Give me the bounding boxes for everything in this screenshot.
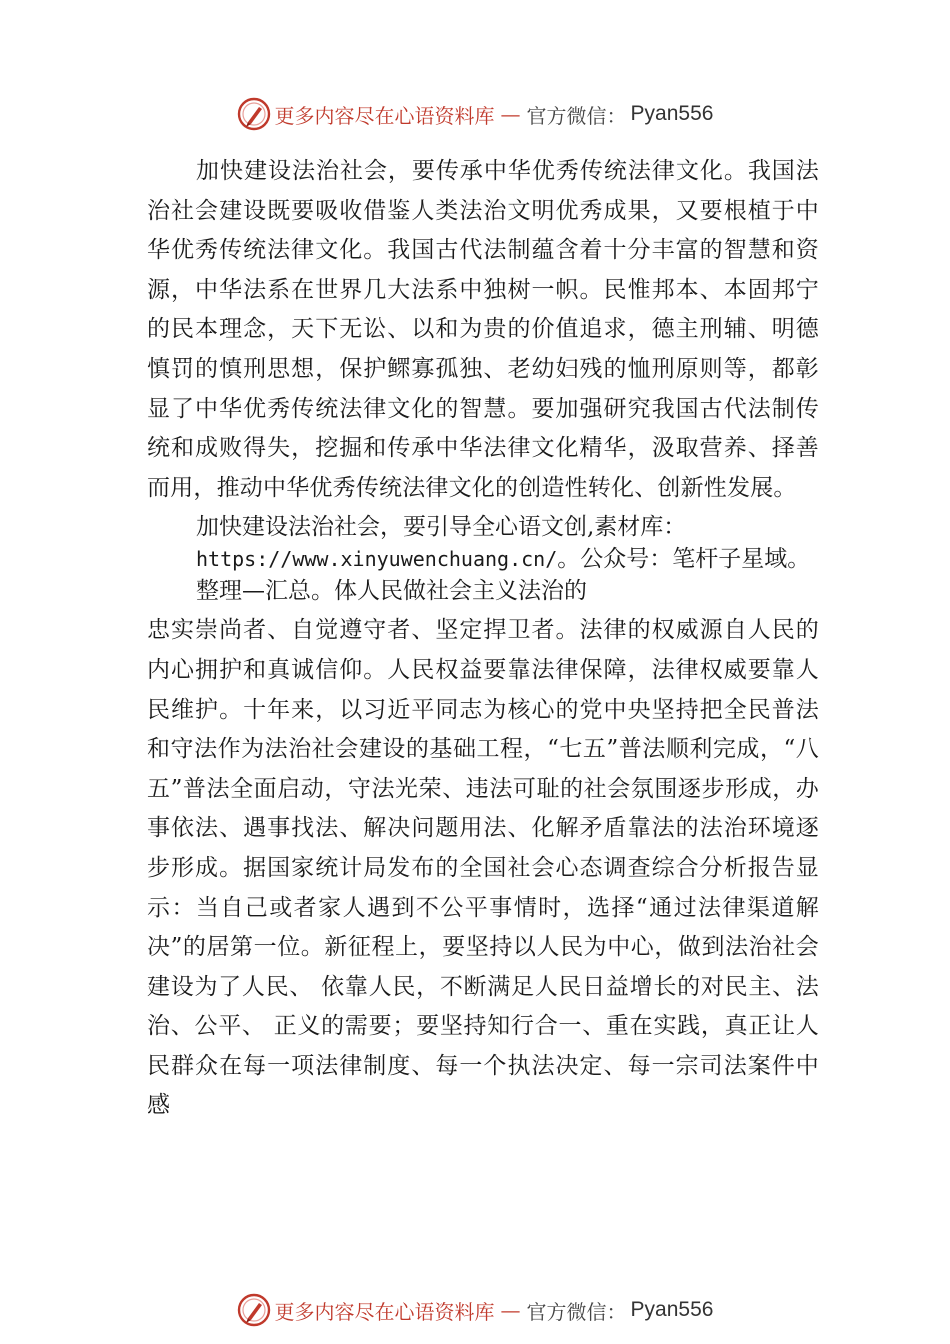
paragraph-2 bbox=[196, 508, 816, 611]
footer-separator: — bbox=[500, 1298, 521, 1322]
pen-logo-icon bbox=[237, 97, 271, 131]
paragraph-2-url-link[interactable]: https://www.xinyuwenchuang.cn/ bbox=[196, 547, 558, 572]
banner-official-label: 官方微信： bbox=[526, 103, 627, 128]
paragraph-2-text-b: 。公众号：笔杆子星域。整理—汇总。体人民做社会主义法治的 bbox=[196, 546, 811, 605]
header-banner bbox=[0, 94, 950, 134]
footer-wechat-handle: Pyan556 bbox=[630, 1298, 714, 1321]
footer-official-label: 官方微信： bbox=[526, 1299, 627, 1324]
banner-brand-text: 更多内容尽在心语资料库 bbox=[274, 103, 495, 128]
banner-wechat-handle: Pyan556 bbox=[630, 102, 714, 125]
footer-banner bbox=[0, 1290, 950, 1330]
pen-logo-icon bbox=[237, 1293, 271, 1327]
footer-brand-text: 更多内容尽在心语资料库 bbox=[274, 1299, 495, 1324]
paragraph-1: 加快建设法治社会，要传承中华优秀传统法律文化。我国法治社会建设既要吸收借鉴人类法治文明优秀成果，又要根植于中华优秀传统法律文化。我国古代法制蕴含着十分丰富的智慧和资源，中华法系在世界几大法系中独树一帜。民惟邦本、本固邦宁的民本理念，天下无讼、以和为贵的价值追求，德主刑辅、明德慎罚的慎刑思想，保护鳏寡孤独、老幼妇残的恤刑原则等，都彰显了中华优秀传统法律文化的智慧。要加强研究我国古代法制传统和成败得失，挖掘和传承中华法律文化精华，汲取营养、择善而用，推动中华优秀传统法律文化的创造性转化、创新性发展。 bbox=[147, 158, 819, 501]
paragraph-3: 忠实崇尚者、自觉遵守者、坚定捍卫者。法律的权威源自人民的内心拥护和真诚信仰。人民权益要靠法律保障，法律权威要靠人民维护。十年来，以习近平同志为核心的党中央坚持把全民普法和守法作为法治社会建设的基础工程，“七五”普法顺利完成，“八五”普法全面启动，守法光荣、违法可耻的社会氛围逐步形成，办事依法、遇事找法、解决问题用法、化解矛盾靠法的法治环境逐步形成。据国家统计局发布的全国社会心态调查综合分析报告显示：当自己或者家人遇到不公平事情时，选择“通过法律渠道解决”的居第一位。新征程上，要坚持以人民为中心，做到法治社会建设为了人民、 依靠人民，不断满足人民日益增长的对民主、法治、公平、 正义的需要；要坚持知行合一、重在实践，真正让人民群众在每一项法律制度、每一个执法决定、每一宗司法案件中感 bbox=[147, 617, 819, 1119]
document-body bbox=[147, 152, 819, 1126]
paragraph-2-text-a: 加快建设法治社会，要引导全心语文创,素材库： bbox=[196, 514, 687, 541]
banner-separator: — bbox=[500, 102, 521, 126]
